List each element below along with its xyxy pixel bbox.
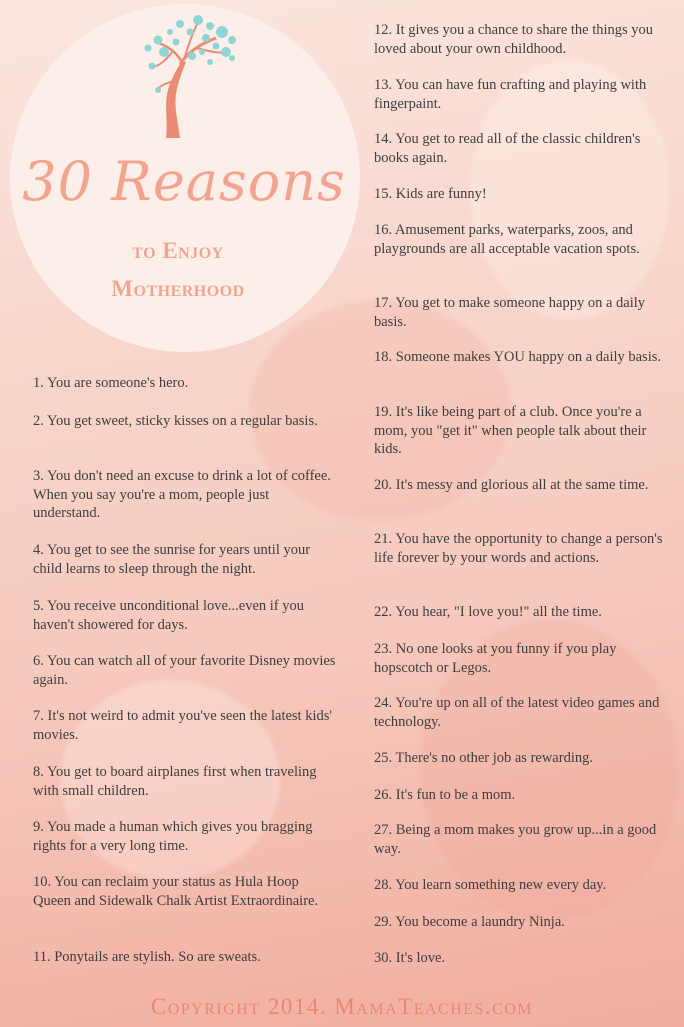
list-item: 29. You become a laundry Ninja. (374, 914, 565, 930)
list-item: 17. You get to make someone happy on a daily basis. (374, 295, 646, 330)
list-item: 9. You made a human which gives you bragging rights for a very long time. (33, 819, 313, 854)
list-item: 30. It's love. (374, 950, 446, 966)
list-item: 22. You hear, "I love you!" all the time. (374, 604, 602, 620)
list-item: 19. It's like being part of a club. Once you're a mom, you "get it" when people talk about their kids. (374, 404, 647, 457)
list-item: 7. It's not weird to admit you've seen the latest kids' movies. (33, 708, 332, 743)
list-item: 11. Ponytails are stylish. So are sweats. (33, 949, 261, 965)
list-item: 6. You can watch all of your favorite Disney movies again. (33, 653, 336, 688)
list-item: 8. You get to board airplanes first when traveling with small children. (33, 764, 317, 799)
list-item: 12. It gives you a chance to share the things you loved about your own childhood. (374, 22, 654, 57)
page-title: 30 Reasons (22, 150, 346, 213)
list-item: 16. Amusement parks, waterparks, zoos, and playgrounds are all acceptable vacation spots. (374, 222, 640, 257)
list-item: 20. It's messy and glorious all at the same time. (374, 477, 649, 493)
tree-icon (136, 10, 240, 140)
page-subtitle-line2: Motherhood (111, 276, 245, 301)
list-item: 21. You have the opportunity to change a person's life forever by your words and actions. (374, 531, 663, 566)
list-item: 15. Kids are funny! (374, 186, 487, 202)
list-item: 1. You are someone's hero. (33, 375, 189, 391)
list-item: 27. Being a mom makes you grow up...in a good way. (374, 822, 657, 857)
page-subtitle-line1: to Enjoy (132, 238, 224, 263)
list-item: 18. Someone makes YOU happy on a daily basis. (374, 349, 661, 365)
list-item: 23. No one looks at you funny if you play hopscotch or Legos. (374, 641, 617, 676)
list-item: 24. You're up on all of the latest video games and technology. (374, 695, 660, 730)
list-item: 5. You receive unconditional love...even if you haven't showered for days. (33, 598, 305, 633)
list-item: 25. There's no other job as rewarding. (374, 750, 593, 766)
list-item: 2. You get sweet, sticky kisses on a regular basis. (33, 413, 318, 429)
list-item: 4. You get to see the sunrise for years until your child learns to sleep through the night. (33, 542, 311, 577)
list-item: 26. It's fun to be a mom. (374, 787, 516, 803)
list-item: 28. You learn something new every day. (374, 877, 607, 893)
copyright-footer: Copyright 2014. MamaTeaches.com (150, 994, 534, 1019)
list-item: 10. You can reclaim your status as Hula Hoop Queen and Sidewalk Chalk Artist Extraordinaire. (33, 874, 319, 909)
list-item: 13. You can have fun crafting and playing with fingerpaint. (374, 77, 647, 112)
list-item: 14. You get to read all of the classic children's books again. (374, 131, 641, 166)
list-item: 3. You don't need an excuse to drink a lot of coffee. When you say you're a mom, people just understand. (33, 468, 331, 521)
